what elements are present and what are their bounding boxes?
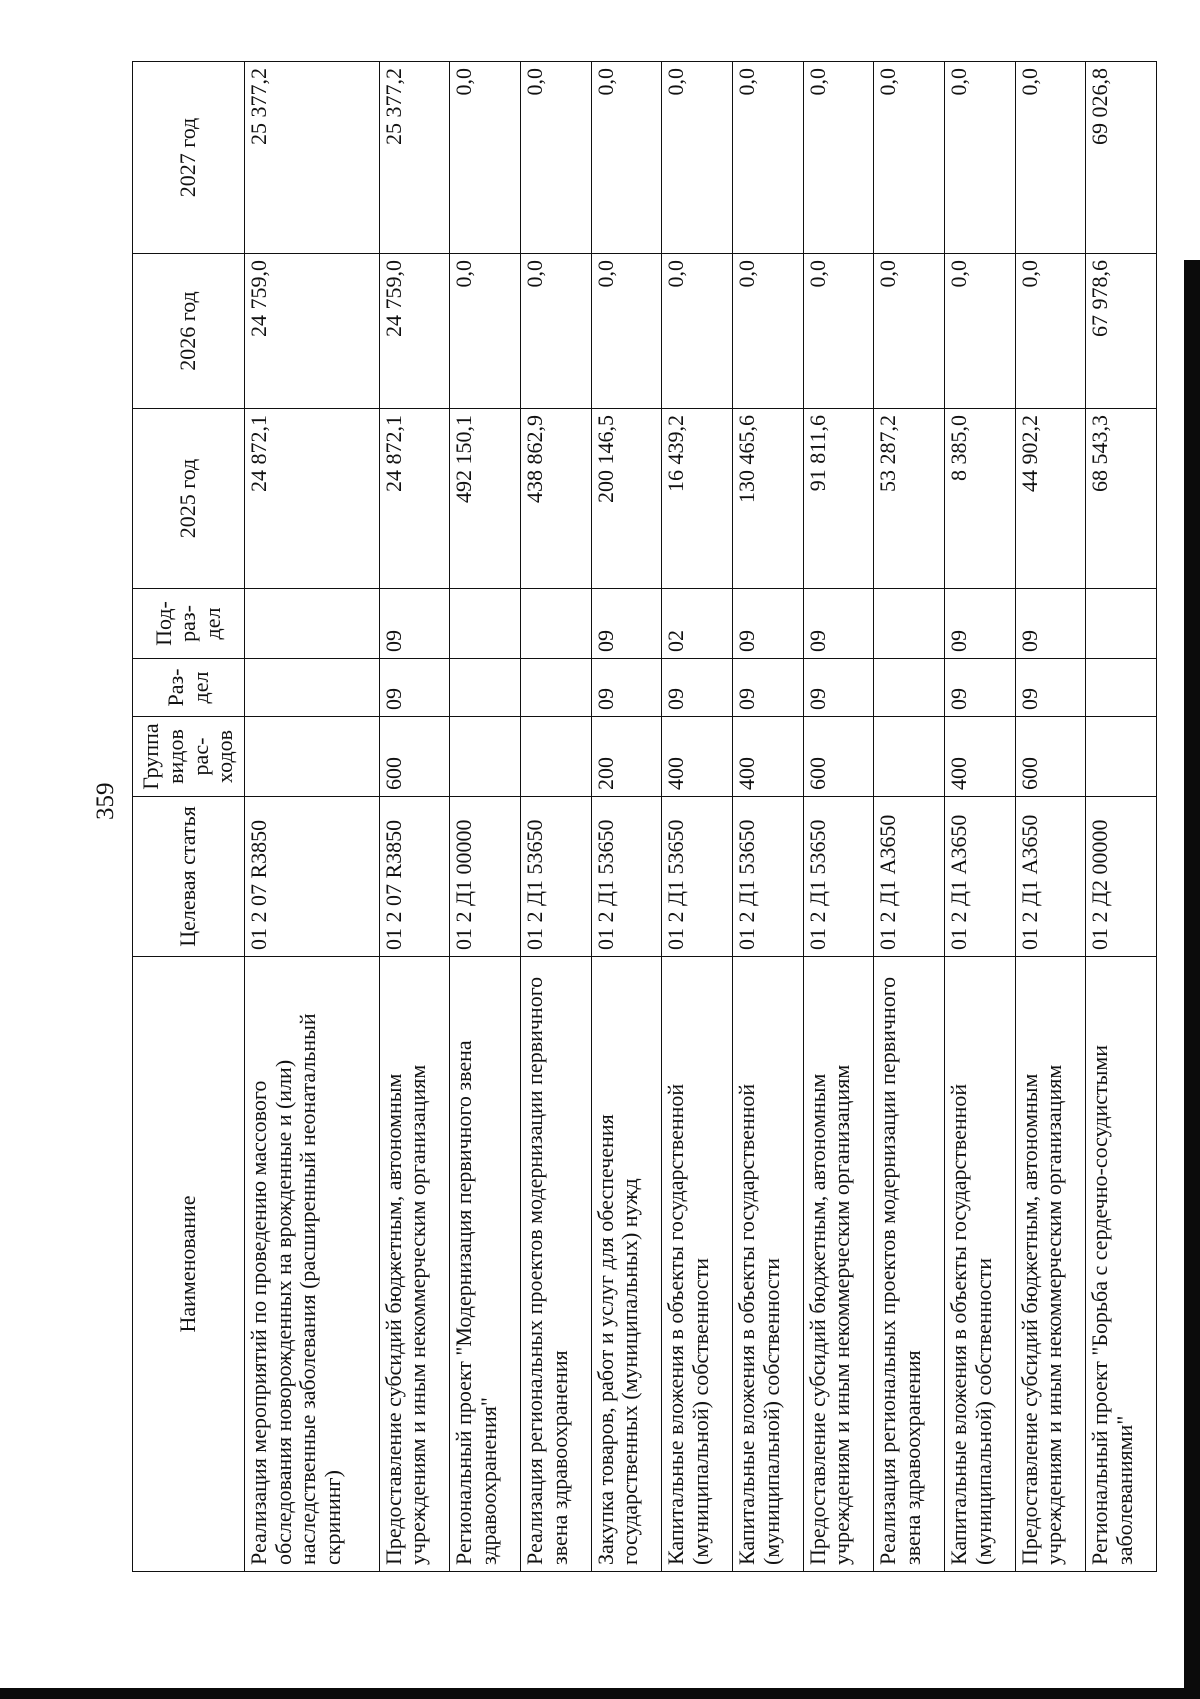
row-2027: 25 377,2 <box>245 62 380 254</box>
table-row <box>662 62 733 1572</box>
row-2025: 68 543,3 <box>1086 409 1157 589</box>
budget-table <box>132 61 1157 1572</box>
row-group: 400 <box>733 717 804 797</box>
row-subsection: 09 <box>944 589 1015 659</box>
row-2025: 16 439,2 <box>662 409 733 589</box>
row-name: Региональный проект "Модернизация первичного звена здравоохранения" <box>450 957 521 1572</box>
row-subsection <box>450 589 521 659</box>
row-2025: 200 146,5 <box>591 409 662 589</box>
row-group: 600 <box>379 717 450 797</box>
row-2026: 0,0 <box>944 254 1015 409</box>
page-number: 359 <box>92 782 119 820</box>
row-target: 01 2 Д1 53650 <box>803 797 874 957</box>
header-target: Целевая статья <box>133 797 245 957</box>
header-2027: 2027 год <box>133 62 245 254</box>
row-2027: 0,0 <box>662 62 733 254</box>
table-row <box>874 62 945 1572</box>
row-2027: 0,0 <box>450 62 521 254</box>
row-2027: 69 026,8 <box>1086 62 1157 254</box>
row-section <box>450 659 521 717</box>
row-name: Предоставление субсидий бюджетным, автономным учреждениям и иным некоммерческим организациям <box>1015 957 1086 1572</box>
row-target: 01 2 Д2 00000 <box>1086 797 1157 957</box>
row-subsection: 09 <box>733 589 804 659</box>
row-group: 400 <box>662 717 733 797</box>
table-row <box>245 62 380 1572</box>
row-2027: 0,0 <box>521 62 592 254</box>
row-target: 01 2 Д1 53650 <box>662 797 733 957</box>
scan-right-edge <box>1184 260 1200 1699</box>
row-name: Региональный проект "Борьба с сердечно-сосудистыми заболеваниями" <box>1086 957 1157 1572</box>
row-target: 01 2 Д1 00000 <box>450 797 521 957</box>
table-row <box>591 62 662 1572</box>
table-row <box>1086 62 1157 1572</box>
row-2025: 91 811,6 <box>803 409 874 589</box>
row-section: 09 <box>803 659 874 717</box>
row-subsection <box>874 589 945 659</box>
row-group: 200 <box>591 717 662 797</box>
table-row <box>1015 62 1086 1572</box>
table-row <box>521 62 592 1572</box>
row-section <box>521 659 592 717</box>
row-2025: 130 465,6 <box>733 409 804 589</box>
row-section: 09 <box>944 659 1015 717</box>
row-name: Капитальные вложения в объекты государственной (муниципальной) собственности <box>662 957 733 1572</box>
row-2027: 0,0 <box>874 62 945 254</box>
row-2027: 25 377,2 <box>379 62 450 254</box>
table-row <box>944 62 1015 1572</box>
row-2026: 24 759,0 <box>245 254 380 409</box>
header-group: Группа видов рас-ходов <box>133 717 245 797</box>
row-target: 01 2 07 R3850 <box>379 797 450 957</box>
row-2025: 8 385,0 <box>944 409 1015 589</box>
table-row <box>733 62 804 1572</box>
row-group <box>245 717 380 797</box>
row-target: 01 2 Д1 А3650 <box>874 797 945 957</box>
row-2026: 67 978,6 <box>1086 254 1157 409</box>
row-group <box>874 717 945 797</box>
row-target: 01 2 Д1 53650 <box>733 797 804 957</box>
row-2026: 0,0 <box>450 254 521 409</box>
row-2027: 0,0 <box>944 62 1015 254</box>
row-section <box>245 659 380 717</box>
row-subsection: 02 <box>662 589 733 659</box>
row-name: Капитальные вложения в объекты государственной (муниципальной) собственности <box>944 957 1015 1572</box>
row-section: 09 <box>733 659 804 717</box>
row-2027: 0,0 <box>803 62 874 254</box>
header-name: Наименование <box>133 957 245 1572</box>
row-name: Капитальные вложения в объекты государственной (муниципальной) собственности <box>733 957 804 1572</box>
row-group <box>1086 717 1157 797</box>
row-subsection <box>521 589 592 659</box>
table-header <box>133 62 245 1572</box>
row-group <box>521 717 592 797</box>
row-2025: 44 902,2 <box>1015 409 1086 589</box>
row-name: Реализация мероприятий по проведению массового обследования новорожденных на врожденные и (или) наследственные заболевания (расширенный неонатальный скрининг) <box>245 957 380 1572</box>
row-name: Реализация региональных проектов модернизации первичного звена здравоохранения <box>874 957 945 1572</box>
row-2026: 0,0 <box>662 254 733 409</box>
row-section <box>1086 659 1157 717</box>
header-subsection: Под-раз-дел <box>133 589 245 659</box>
scan-bottom-edge <box>0 1688 1200 1699</box>
row-name: Предоставление субсидий бюджетным, автономным учреждениям и иным некоммерческим организациям <box>379 957 450 1572</box>
row-2025: 24 872,1 <box>379 409 450 589</box>
row-2026: 0,0 <box>803 254 874 409</box>
row-2025: 53 287,2 <box>874 409 945 589</box>
row-group: 600 <box>1015 717 1086 797</box>
row-subsection: 09 <box>803 589 874 659</box>
row-subsection <box>1086 589 1157 659</box>
table-row <box>803 62 874 1572</box>
table-row <box>379 62 450 1572</box>
row-name: Предоставление субсидий бюджетным, автономным учреждениям и иным некоммерческим организациям <box>803 957 874 1572</box>
row-2026: 0,0 <box>1015 254 1086 409</box>
row-subsection: 09 <box>1015 589 1086 659</box>
row-section: 09 <box>662 659 733 717</box>
row-target: 01 2 07 R3850 <box>245 797 380 957</box>
header-section: Раз-дел <box>133 659 245 717</box>
row-2026: 0,0 <box>733 254 804 409</box>
row-name: Реализация региональных проектов модернизации первичного звена здравоохранения <box>521 957 592 1572</box>
header-2026: 2026 год <box>133 254 245 409</box>
header-2025: 2025 год <box>133 409 245 589</box>
row-2026: 24 759,0 <box>379 254 450 409</box>
row-section <box>874 659 945 717</box>
row-subsection <box>245 589 380 659</box>
row-2026: 0,0 <box>874 254 945 409</box>
row-section: 09 <box>1015 659 1086 717</box>
row-subsection: 09 <box>591 589 662 659</box>
row-2027: 0,0 <box>1015 62 1086 254</box>
row-target: 01 2 Д1 53650 <box>521 797 592 957</box>
row-section: 09 <box>591 659 662 717</box>
row-target: 01 2 Д1 53650 <box>591 797 662 957</box>
row-group: 400 <box>944 717 1015 797</box>
row-name: Закупка товаров, работ и услуг для обеспечения государственных (муниципальных) нужд <box>591 957 662 1572</box>
row-group <box>450 717 521 797</box>
row-2026: 0,0 <box>521 254 592 409</box>
row-target: 01 2 Д1 А3650 <box>1015 797 1086 957</box>
row-2027: 0,0 <box>733 62 804 254</box>
table-body <box>245 62 1157 1572</box>
row-2025: 438 862,9 <box>521 409 592 589</box>
row-subsection: 09 <box>379 589 450 659</box>
rotated-table-container <box>132 62 1157 1572</box>
row-2025: 24 872,1 <box>245 409 380 589</box>
row-2025: 492 150,1 <box>450 409 521 589</box>
row-2026: 0,0 <box>591 254 662 409</box>
row-target: 01 2 Д1 А3650 <box>944 797 1015 957</box>
row-2027: 0,0 <box>591 62 662 254</box>
row-section: 09 <box>379 659 450 717</box>
row-group: 600 <box>803 717 874 797</box>
table-row <box>450 62 521 1572</box>
